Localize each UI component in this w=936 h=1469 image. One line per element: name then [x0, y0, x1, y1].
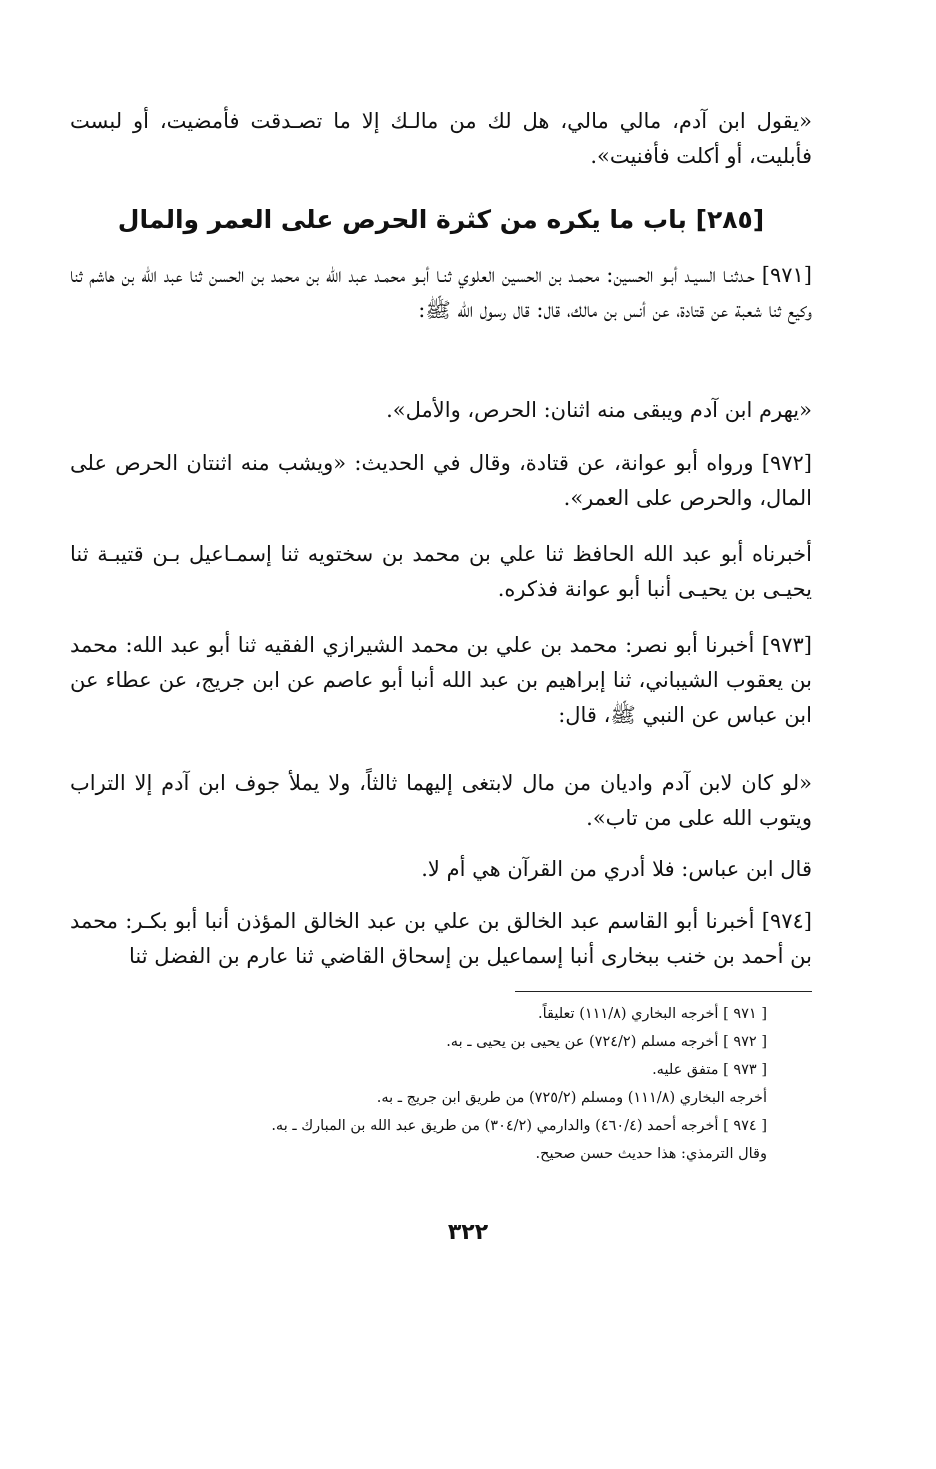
paragraph-hadith-973-text: «لو كان لابن آدم واديان من مال لابتغى إليهما ثالثاً، ولا يملأ جوف ابن آدم إلا التراب ويتوب الله على من تاب». [70, 771, 812, 830]
paragraph-hadith-972-chain: أخبرناه أبو عبد الله الحافظ ثنا علي بن محمد بن سختويه ثنا إسمـاعيل بـن قتيبـة ثنا يحيـى بن يحيـى أنبا أبو عوانة فذكره. [70, 542, 812, 601]
paragraph-hadith-974-chain: [٩٧٤] أخبرنا أبو القاسم عبد الخالق بن علي بن عبد الخالق المؤذن أنبا أبو بكـر: محمد بن أحمد بن خنب ببخارى أنبا إسماعيل بن إسحاق القاضي ثنا عارم بن الفضل ثنا [70, 909, 812, 968]
chapter-heading: [٢٨٥] باب ما يكره من كثرة الحرص على العمر والمال [117, 205, 765, 234]
paragraph-hadith-971-text: «يهرم ابن آدم ويبقى منه اثنان: الحرص، والأمل». [386, 398, 812, 422]
paragraph-hadith-972: [٩٧٢] ورواه أبو عوانة، عن قتادة، وقال في الحديث: «ويشب منه اثنتان الحرص على المال، والحرص على العمر». [70, 451, 812, 510]
paragraph-hadith-971-chain: [٩٧١] حـدثنـا السيـد أبـو الحسين: محمـد بن الحسين العلوي ثنـا أبـو محمـد عبد الله بن محمد بن الحسن ثنا عبد الله بن هاشم ثنا وكيع ثنا شعبة عن قتادة، عن أنس بن مالك، قال: قال رسول الله ﷺ: [70, 263, 812, 322]
footnote-973-detail: أخرجه البخاري (١١١/٨) ومسلم (٧٢٥/٢) من طريق ابن جريج ـ به. [376, 1090, 767, 1106]
footnote-971: [ ٩٧١ ] أخرجه البخاري (١١١/٨) تعليقاً. [538, 1006, 767, 1022]
paragraph-hadith-973-chain: [٩٧٣] أخبرنا أبو نصر: محمد بن علي بن محمد الشيرازي الفقيه ثنا أبو عبد الله: محمد بن يعقوب الشيباني، ثنا إبراهيم بن عبد الله أنبا أبو عاصم عن ابن جريج، عن عطاء عن ابن عباس عن النبي ﷺ، قال: [70, 633, 812, 727]
footnote-972: [ ٩٧٢ ] أخرجه مسلم (٧٢٤/٢) عن يحيى بن يحيى ـ به. [446, 1034, 767, 1050]
footnote-973: [ ٩٧٣ ] متفق عليه. [652, 1062, 767, 1078]
paragraph-ibn-abbas-comment: قال ابن عباس: فلا أدري من القرآن هي أم لا. [421, 857, 812, 881]
footnote-separator-rule [515, 991, 812, 992]
footnote-974: [ ٩٧٤ ] أخرجه أحمد (٤٦٠/٤) والدارمي (٣٠٤/٢) من طريق عبد الله بن المبارك ـ به. [271, 1118, 767, 1134]
paragraph-hadith-continuation: «يقول ابن آدم، مالي مالي، هل لك من مالـك إلا ما تصـدقت فأمضيت، أو لبست فأبليت، أو أكلت فأفنيت». [70, 109, 812, 168]
footnotes-block [100, 1000, 767, 1168]
footnote-974-detail: وقال الترمذي: هذا حديث حسن صحيح. [535, 1146, 767, 1162]
page-number: ٣٢٢ [447, 1220, 489, 1245]
